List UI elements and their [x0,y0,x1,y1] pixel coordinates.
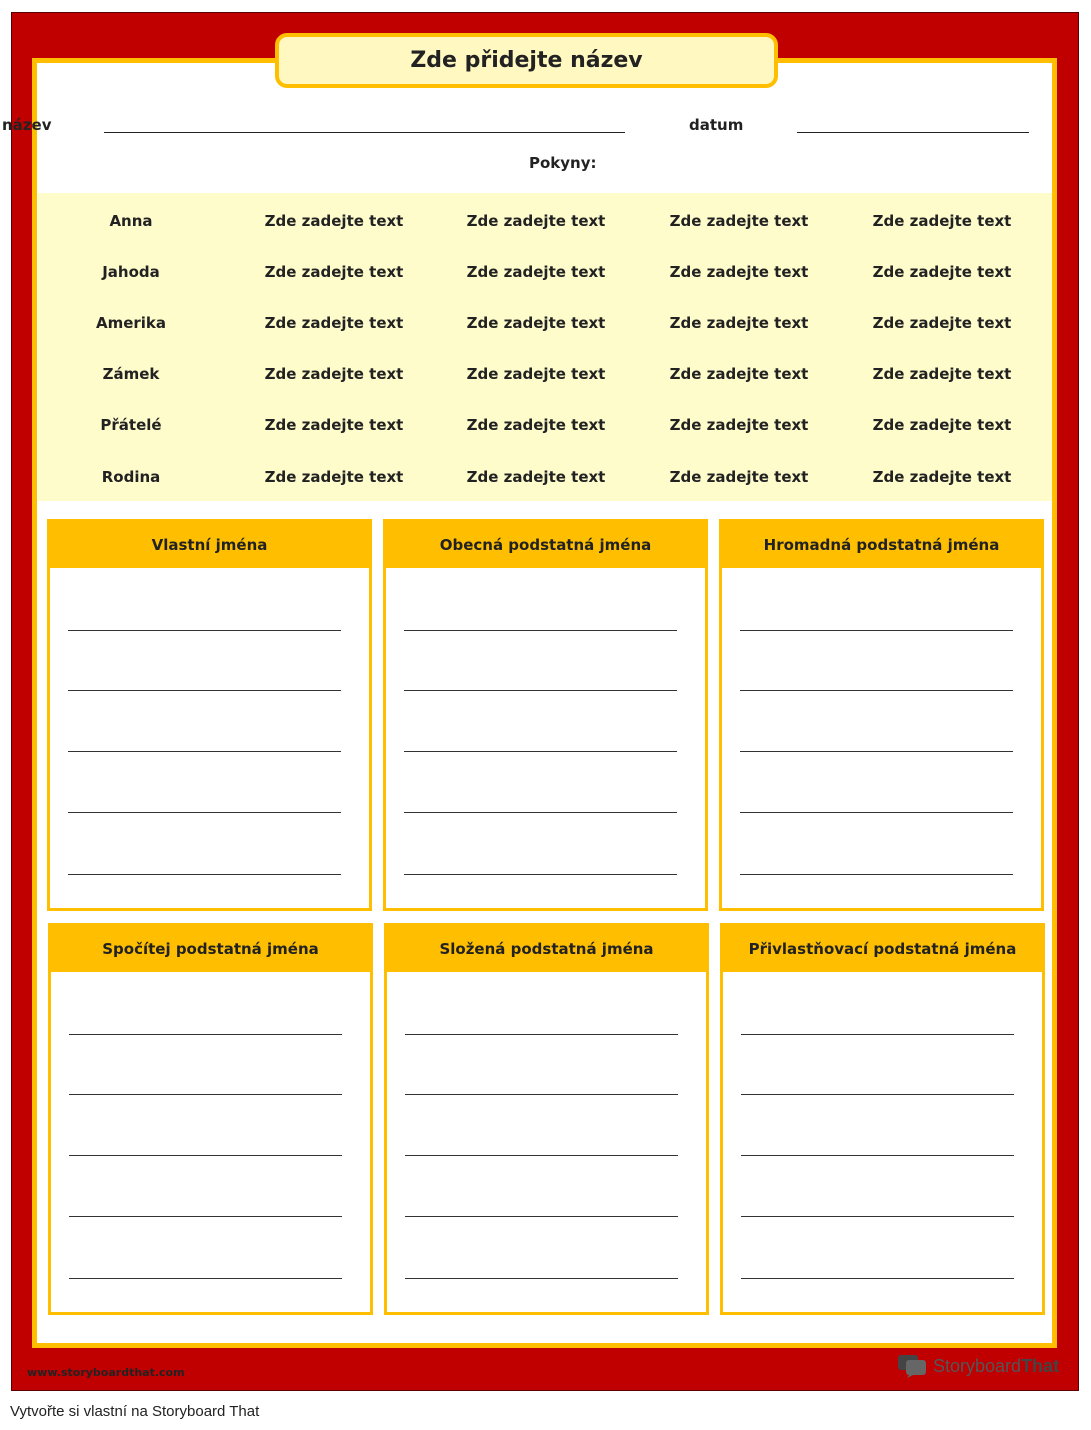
noun-box [48,923,373,1315]
logo-text-that: That [1021,1355,1060,1376]
answer-line[interactable] [741,1278,1014,1279]
word-grid [38,193,1052,501]
answer-line[interactable] [740,690,1013,691]
storyboardthat-logo [897,1354,1059,1378]
answer-line[interactable] [404,812,677,813]
grid-word[interactable]: Rodina [101,468,161,486]
answer-line[interactable] [69,1094,342,1095]
answer-line[interactable] [741,1094,1014,1095]
grid-cell-text[interactable]: Zde zadejte text [466,468,606,486]
answer-line[interactable] [69,1278,342,1279]
grid-cell-text[interactable]: Zde zadejte text [669,314,809,332]
answer-line[interactable] [741,1155,1014,1156]
grid-word[interactable]: Zámek [102,365,160,383]
noun-box [384,923,709,1315]
footer-caption[interactable]: Vytvořte si vlastní na Storyboard That [10,1403,260,1420]
noun-box-title[interactable]: Přivlastňovací podstatná jména [723,926,1042,972]
answer-line[interactable] [68,751,341,752]
answer-line[interactable] [405,1155,678,1156]
grid-cell-text[interactable]: Zde zadejte text [669,263,809,281]
answer-line[interactable] [404,630,677,631]
date-label: datum [689,116,744,134]
grid-cell-text[interactable]: Zde zadejte text [466,212,606,230]
grid-cell-text[interactable]: Zde zadejte text [669,416,809,434]
answer-line[interactable] [405,1278,678,1279]
grid-word[interactable]: Anna [109,212,153,230]
noun-box-title[interactable]: Obecná podstatná jména [386,522,705,568]
answer-line[interactable] [69,1034,342,1035]
answer-line[interactable] [68,812,341,813]
name-label: název [2,116,52,134]
answer-line[interactable] [69,1216,342,1217]
grid-cell-text[interactable]: Zde zadejte text [872,263,1012,281]
grid-cell-text[interactable]: Zde zadejte text [872,416,1012,434]
answer-line[interactable] [740,812,1013,813]
grid-cell-text[interactable]: Zde zadejte text [669,365,809,383]
grid-cell-text[interactable]: Zde zadejte text [264,365,404,383]
grid-cell-text[interactable]: Zde zadejte text [872,468,1012,486]
grid-cell-text[interactable]: Zde zadejte text [466,416,606,434]
grid-cell-text[interactable]: Zde zadejte text [872,212,1012,230]
date-line[interactable] [797,132,1029,133]
answer-line[interactable] [740,874,1013,875]
answer-line[interactable] [404,751,677,752]
grid-cell-text[interactable]: Zde zadejte text [466,263,606,281]
answer-line[interactable] [741,1216,1014,1217]
noun-box [47,519,372,911]
grid-cell-text[interactable]: Zde zadejte text [264,416,404,434]
speech-bubble-icon [897,1354,927,1378]
answer-line[interactable] [405,1094,678,1095]
answer-line[interactable] [69,1155,342,1156]
worksheet-title[interactable]: Zde přidejte název [275,33,778,88]
noun-box-title[interactable]: Spočítej podstatná jména [51,926,370,972]
noun-box [719,519,1044,911]
name-line[interactable] [104,132,625,133]
grid-cell-text[interactable]: Zde zadejte text [466,365,606,383]
answer-line[interactable] [740,630,1013,631]
grid-cell-text[interactable]: Zde zadejte text [872,314,1012,332]
answer-line[interactable] [404,690,677,691]
answer-line[interactable] [405,1216,678,1217]
answer-line[interactable] [68,690,341,691]
noun-box [720,923,1045,1315]
grid-cell-text[interactable]: Zde zadejte text [872,365,1012,383]
answer-line[interactable] [405,1034,678,1035]
grid-cell-text[interactable]: Zde zadejte text [264,314,404,332]
answer-line[interactable] [68,630,341,631]
grid-cell-text[interactable]: Zde zadejte text [669,212,809,230]
noun-box-title[interactable]: Vlastní jména [50,522,369,568]
grid-cell-text[interactable]: Zde zadejte text [669,468,809,486]
grid-cell-text[interactable]: Zde zadejte text [264,212,404,230]
grid-cell-text[interactable]: Zde zadejte text [264,263,404,281]
answer-line[interactable] [740,751,1013,752]
answer-line[interactable] [68,874,341,875]
answer-line[interactable] [404,874,677,875]
grid-word[interactable]: Jahoda [102,263,160,281]
grid-cell-text[interactable]: Zde zadejte text [466,314,606,332]
answer-line[interactable] [741,1034,1014,1035]
noun-box [383,519,708,911]
noun-box-title[interactable]: Hromadná podstatná jména [722,522,1041,568]
logo-text-storyboard: Storyboard [933,1355,1022,1376]
grid-cell-text[interactable]: Zde zadejte text [264,468,404,486]
noun-box-title[interactable]: Složená podstatná jména [387,926,706,972]
footer-url[interactable]: www.storyboardthat.com [27,1366,185,1379]
grid-word[interactable]: Přátelé [100,416,162,434]
grid-word[interactable]: Amerika [95,314,167,332]
instructions-label: Pokyny: [529,154,597,172]
